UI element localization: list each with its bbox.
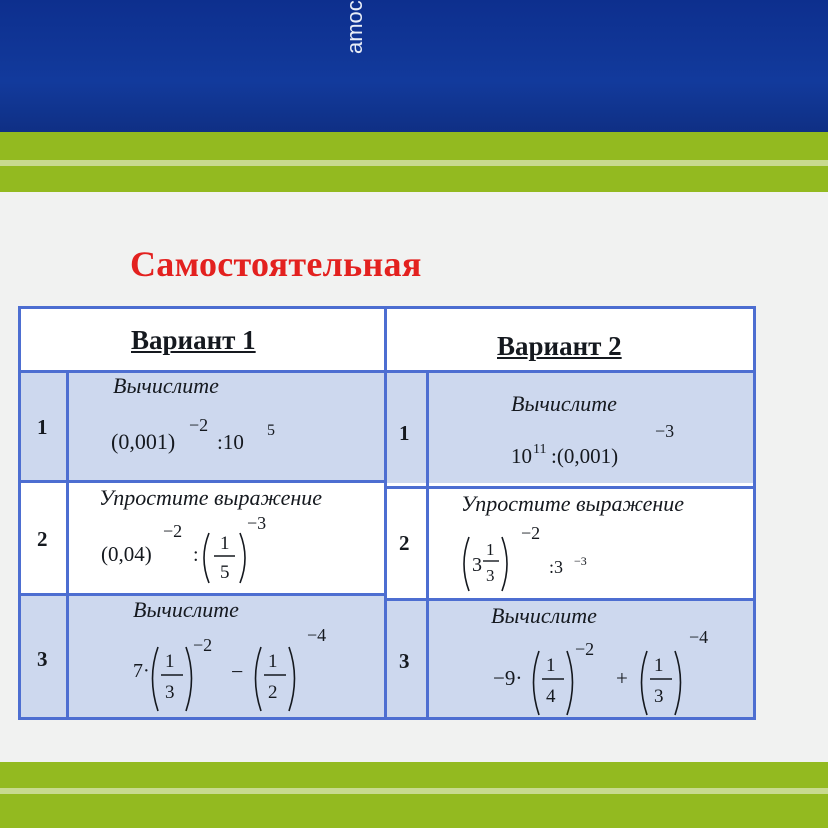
task-table [18,306,756,720]
v1t3-exponent-2: −4 [307,625,327,645]
v2t3-numerator-2: 1 [654,655,664,676]
v2t1-exponent: 11 [533,442,547,457]
v2t2-denominator: 3 [486,566,495,585]
v2-task3-expression [491,627,731,717]
v2t3-right-paren-2 [675,651,681,715]
v2t1-operator: :(0,001) [551,444,619,468]
v1t3-minus: − [231,659,244,684]
v2-number-divider [426,371,429,717]
footer-decor-stripe [0,788,828,794]
v2-row1-divider [384,486,753,489]
v2t1-exponent2: −3 [655,421,675,441]
v1t2-left-paren [204,533,209,583]
v1t1-exponent: −2 [189,415,209,435]
v2t2-numerator: 1 [486,540,495,559]
v1t3-left-paren-1 [153,647,159,711]
v1t1-exponent2: 5 [267,422,275,439]
variant-2-header: Вариант 2 [497,331,622,361]
v1t3-right-paren-2 [289,647,295,711]
v2-task1-expression [509,417,709,473]
v2t2-exponent2: −3 [574,554,587,568]
v1t2-exponent2: −3 [247,513,267,533]
v1t3-right-paren-1 [186,647,192,711]
v1t2-operator: : [193,544,199,566]
v1t3-coefficient: 7· [133,660,150,682]
v1t2-base: (0,04) [101,542,152,566]
v1t3-exponent-1: −2 [193,635,213,655]
header-decor-band [0,132,828,192]
v2t2-whole: 3 [472,554,482,576]
footer-decor-band [0,762,828,828]
header-decor-stripe [0,160,828,166]
v1t3-numerator-1: 1 [165,651,175,672]
v2t3-denominator-2: 3 [654,686,664,707]
v2t1-base: 10 [511,444,532,468]
v1t2-denominator: 5 [220,562,230,583]
v1-row2-divider [21,593,384,596]
v1-task1-expression [109,413,309,463]
v1t2-right-paren [240,533,245,583]
v2t3-left-paren-1 [534,651,540,715]
v2t2-right-paren [502,537,507,591]
v1-task-number-3: 3 [37,647,48,671]
v1-task2-instruction: Упростите выражение [99,485,323,510]
v2t2-left-paren [464,537,469,591]
v1-task2-expression [99,503,299,593]
v1-task3-expression [131,623,351,713]
v2t2-operator: :3 [549,557,564,577]
v2-task-number-1: 1 [399,421,410,445]
v2-task2-expression [459,509,659,599]
v1-row1-divider [21,480,384,483]
v1t2-numerator: 1 [220,533,230,554]
v1-task-number-2: 2 [37,527,48,551]
v2-task-number-2: 2 [399,531,410,555]
v2-task2-instruction: Упростите выражение [461,491,685,516]
v1-task-number-1: 1 [37,415,48,439]
projector-screen-top [0,0,828,135]
v2t3-plus: + [616,666,628,690]
v2t2-exponent: −2 [521,523,541,543]
v2t3-right-paren-1 [567,651,573,715]
slide-title: Самостоятельная [130,244,422,284]
v1t1-operator: :10 [217,430,244,454]
screen-text: amoc [342,0,367,54]
v2t3-coefficient: −9· [493,666,523,690]
v2t3-numerator-1: 1 [546,655,556,676]
v2t3-denominator-1: 4 [546,686,556,707]
v2-task3-instruction: Вычислите [491,603,597,628]
v1t3-numerator-2: 1 [268,651,278,672]
v1-task3-instruction: Вычислите [133,597,239,622]
v1t2-exponent: −2 [163,521,183,541]
v1t3-denominator-1: 3 [165,682,175,703]
v2t3-left-paren-2 [642,651,648,715]
v1-task1-instruction: Вычислите [113,373,219,398]
v1t3-left-paren-2 [256,647,262,711]
v2t3-exponent-2: −4 [689,627,709,647]
v1t1-base: (0,001) [111,429,176,454]
variant-1-header: Вариант 1 [131,325,256,355]
v1-number-divider [66,371,69,717]
v1t3-denominator-2: 2 [268,682,278,703]
v2-task-number-3: 3 [399,649,410,673]
v2t3-exponent-1: −2 [575,639,595,659]
v2-task1-instruction: Вычислите [511,391,617,416]
